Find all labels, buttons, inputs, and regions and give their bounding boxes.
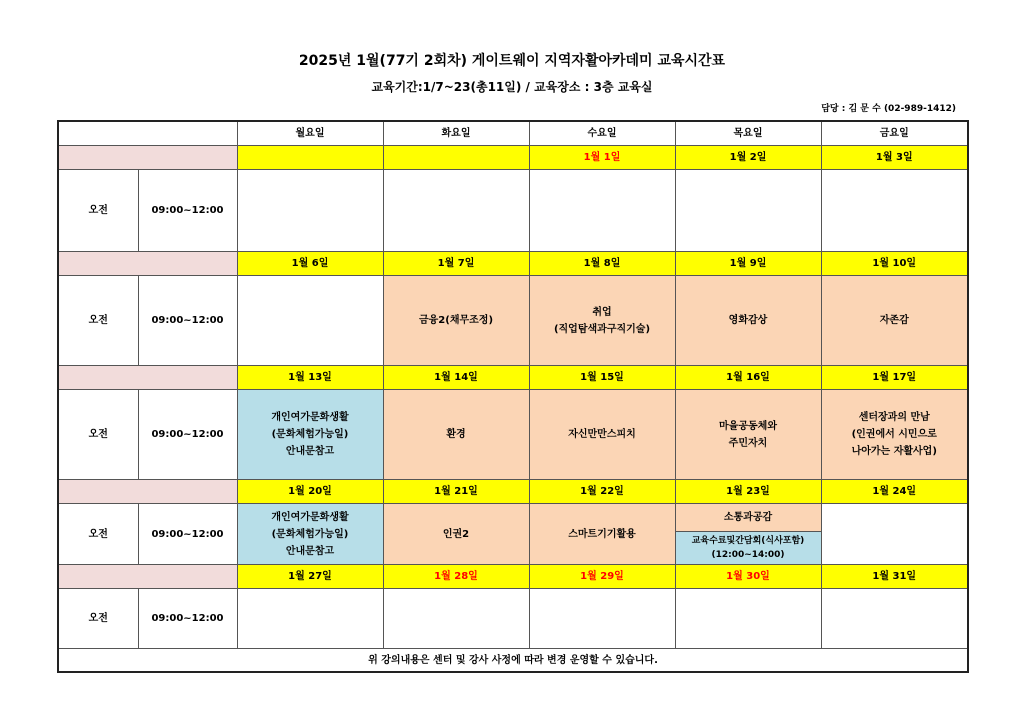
session-cell-split [675, 504, 821, 565]
session-title: 소통과공감 [676, 504, 821, 532]
date-cell: 1월 23일 [675, 480, 821, 504]
date-cell-holiday: 1월 28일 [383, 565, 529, 589]
session-title: 금융2(채무조정) [418, 315, 494, 326]
date-cell: 1월 17일 [821, 366, 968, 390]
day-header: 금요일 [821, 121, 968, 146]
graduation-title: 교육수료및간담회(식사포함) [691, 535, 805, 546]
session-note: 나아가는 자활사업) [851, 446, 937, 457]
day-header: 화요일 [383, 121, 529, 146]
session-cell [529, 504, 675, 565]
day-header: 수요일 [529, 121, 675, 146]
session-cell [821, 276, 968, 366]
session-subtitle: (인권에서 시민으로 [851, 429, 937, 440]
session-row [58, 504, 968, 565]
time-label: 09:00~12:00 [138, 589, 237, 649]
session-cell [383, 276, 529, 366]
session-cell [675, 276, 821, 366]
session-cell [237, 589, 383, 649]
session-note: 안내문참고 [285, 545, 335, 557]
session-row [58, 276, 968, 366]
graduation-session [676, 532, 821, 564]
date-cell: 1월 14일 [383, 366, 529, 390]
time-label: 09:00~12:00 [138, 276, 237, 366]
date-cell [383, 146, 529, 170]
date-cell: 1월 3일 [821, 146, 968, 170]
day-header: 월요일 [237, 121, 383, 146]
session-cell [529, 170, 675, 252]
date-row [58, 480, 968, 504]
date-cell: 1월 24일 [821, 480, 968, 504]
session-cell [675, 170, 821, 252]
session-cell [237, 390, 383, 480]
date-cell [237, 146, 383, 170]
date-row [58, 565, 968, 589]
session-title: 인권2 [442, 528, 470, 540]
date-row-label [58, 366, 237, 390]
session-title: 영화감상 [728, 315, 768, 326]
session-cell [675, 589, 821, 649]
session-title: 자신만만스피치 [568, 429, 636, 440]
footer-note: 위 강의내용은 센터 및 강사 사정에 따라 변경 운영할 수 있습니다. [58, 649, 968, 673]
session-cell [821, 170, 968, 252]
date-row [58, 252, 968, 276]
session-cell [237, 170, 383, 252]
schedule-table [57, 120, 969, 673]
session-title: 개인여가문화생활 [271, 412, 349, 423]
session-subtitle: (문화체험가능일) [271, 429, 349, 440]
page-title: 2025년 1월(77기 2회차) 게이트웨이 지역자활아카데미 교육시간표 [298, 53, 726, 69]
time-label: 09:00~12:00 [138, 390, 237, 480]
session-subtitle: (직업탐색과구직기술) [553, 323, 651, 335]
session-row [58, 390, 968, 480]
contact-info: 담당 : 김 문 수 (02-989-1412) [821, 104, 956, 114]
date-cell: 1월 2일 [675, 146, 821, 170]
date-cell: 1월 31일 [821, 565, 968, 589]
session-title: 개인여가문화생활 [271, 511, 349, 523]
date-row [58, 146, 968, 170]
session-subtitle: 주민자치 [728, 437, 768, 449]
session-title: 센터장과의 만남 [858, 412, 930, 423]
period-label: 오전 [58, 276, 138, 366]
graduation-time: (12:00~14:00) [711, 549, 785, 560]
page-subtitle: 교육기간:1/7~23(총11일) / 교육장소 : 3층 교육실 [371, 80, 653, 94]
date-cell: 1월 13일 [237, 366, 383, 390]
footer-row [58, 649, 968, 673]
day-header: 목요일 [675, 121, 821, 146]
period-label: 오전 [58, 170, 138, 252]
period-label: 오전 [58, 504, 138, 565]
date-cell: 1월 10일 [821, 252, 968, 276]
period-label: 오전 [58, 390, 138, 480]
session-cell [237, 276, 383, 366]
date-row [58, 366, 968, 390]
session-cell [383, 390, 529, 480]
date-row-label [58, 252, 237, 276]
date-cell: 1월 16일 [675, 366, 821, 390]
session-cell [383, 504, 529, 565]
header-corner [58, 121, 237, 146]
session-title: 취업 [592, 306, 612, 318]
time-label: 09:00~12:00 [138, 504, 237, 565]
date-row-label [58, 480, 237, 504]
session-cell [529, 390, 675, 480]
session-subtitle: (문화체험가능일) [271, 528, 349, 540]
session-row [58, 589, 968, 649]
session-title: 자존감 [879, 315, 909, 326]
date-cell: 1월 6일 [237, 252, 383, 276]
date-cell: 1월 27일 [237, 565, 383, 589]
session-cell [529, 589, 675, 649]
date-cell: 1월 9일 [675, 252, 821, 276]
session-cell [821, 390, 968, 480]
date-cell-holiday: 1월 1일 [529, 146, 675, 170]
date-cell: 1월 20일 [237, 480, 383, 504]
date-cell: 1월 22일 [529, 480, 675, 504]
date-cell-holiday: 1월 30일 [675, 565, 821, 589]
session-title: 마을공동체와 [719, 420, 777, 432]
session-cell [237, 504, 383, 565]
session-cell [675, 390, 821, 480]
session-cell [821, 504, 968, 565]
split-cell-container [676, 504, 821, 564]
date-row-label [58, 565, 237, 589]
session-cell [529, 276, 675, 366]
date-cell: 1월 7일 [383, 252, 529, 276]
session-row [58, 170, 968, 252]
date-cell-holiday: 1월 29일 [529, 565, 675, 589]
date-cell: 1월 15일 [529, 366, 675, 390]
session-note: 안내문참고 [285, 446, 335, 457]
session-cell [383, 170, 529, 252]
date-row-label [58, 146, 237, 170]
time-label: 09:00~12:00 [138, 170, 237, 252]
period-label: 오전 [58, 589, 138, 649]
session-cell [821, 589, 968, 649]
date-cell: 1월 8일 [529, 252, 675, 276]
session-title: 스마트기기활용 [568, 528, 636, 540]
session-title: 환경 [446, 429, 466, 440]
weekday-header-row [58, 121, 968, 146]
date-cell: 1월 21일 [383, 480, 529, 504]
session-cell [383, 589, 529, 649]
